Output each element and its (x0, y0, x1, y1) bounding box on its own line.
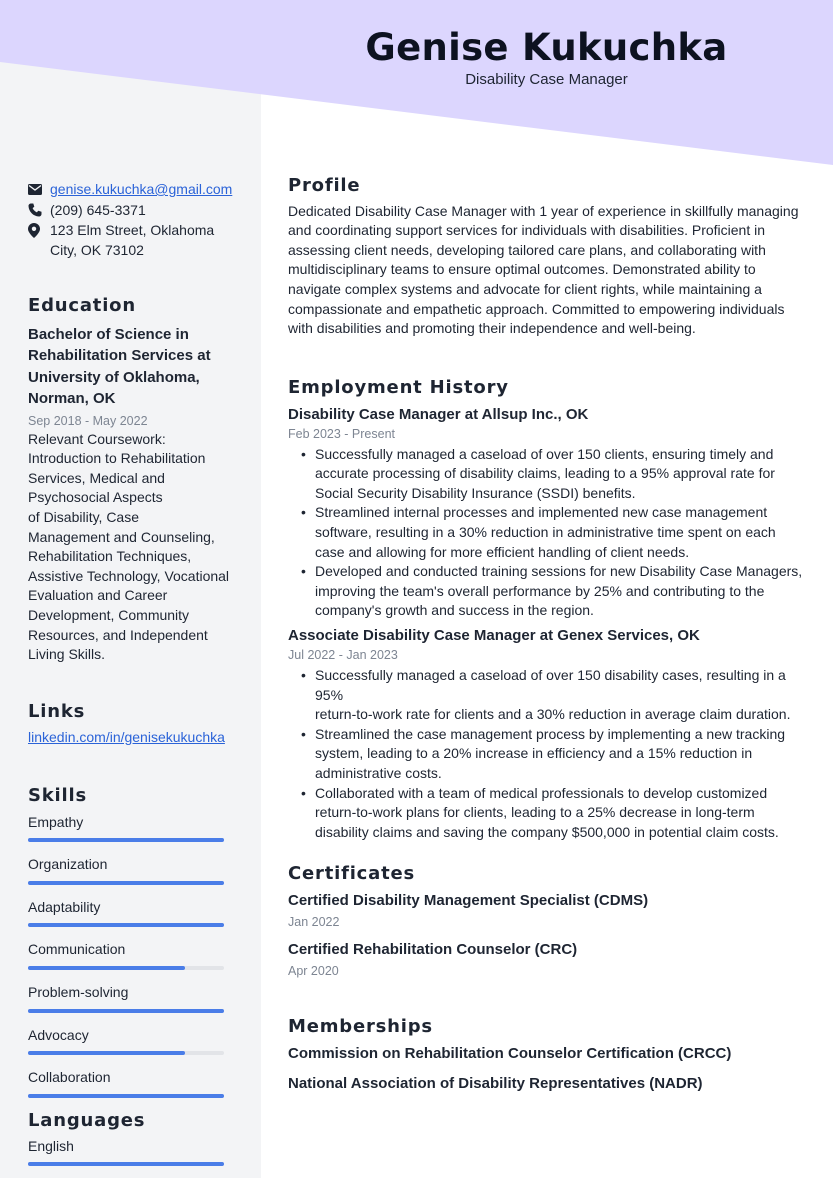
coursework-line: Assistive Technology, Vocational (28, 567, 230, 584)
certificate-date: Jan 2022 (288, 914, 340, 929)
bullet-line: company's growth and success in the region. (315, 602, 594, 619)
coursework-line: Development, Community (28, 606, 190, 623)
contact-address-row (28, 221, 243, 260)
address-line-2: City, OK 73102 (50, 241, 144, 258)
profile-line: navigate complex systems and advocate for client rights, while maintaining a (288, 280, 762, 297)
education-section (28, 296, 243, 665)
memberships-heading: Memberships (288, 1016, 433, 1037)
memberships-section (288, 1017, 808, 1094)
language-level-bar (28, 1162, 224, 1166)
bullet-line: • Streamlined internal processes and implemented new case management (315, 504, 768, 521)
coursework-line: Introduction to Rehabilitation (28, 450, 206, 467)
job-dates: Jul 2022 - Jan 2023 (288, 647, 398, 662)
coursework-line: Management and Counseling, (28, 528, 215, 545)
contact-phone-row (28, 201, 243, 221)
education-heading: Education (28, 295, 136, 316)
bullet-line: case and allowing for more efficient handling of client needs. (315, 543, 690, 560)
employment-heading: Employment History (288, 377, 509, 398)
job-bullet (300, 445, 808, 504)
coursework-line: of Disability, Case (28, 508, 140, 525)
skill-level-bar (28, 838, 224, 842)
employment-section (288, 378, 808, 842)
skill-name: Advocacy (28, 1026, 89, 1043)
degree-line: Rehabilitation Services at (28, 347, 211, 365)
address-line-1: 123 Elm Street, Oklahoma (50, 222, 215, 239)
skill-name: Empathy (28, 813, 84, 830)
job-bullet (300, 503, 808, 562)
bullet-line: • Successfully managed a caseload of over 150 disability cases, resulting in a 95% (315, 666, 786, 703)
contact-email-row (28, 180, 243, 200)
skill-level-fill (28, 923, 224, 927)
membership-item: National Association of Disability Representatives (NADR) (288, 1074, 703, 1092)
certificate-name: Certified Rehabilitation Counselor (CRC) (288, 940, 578, 958)
job-bullets (300, 445, 808, 621)
phone-icon (28, 201, 50, 220)
certificates-heading: Certificates (288, 863, 416, 884)
bullet-line: improving the team's overall performance by 25% and contributing to the (315, 582, 765, 599)
skill-name: Adaptability (28, 898, 101, 915)
bullet-line: return-to-work plans for clients, leading to a 25% decrease in long-term (315, 804, 755, 821)
bullet-line: disability claims and saving the company $500,000 in potential claim costs. (315, 823, 779, 840)
skill-level-bar (28, 881, 224, 885)
job-entry (288, 405, 808, 621)
certificate-name: Certified Disability Management Specialist (CDMS) (288, 891, 649, 909)
bullet-line: Social Security Disability Insurance (SSDI) benefits. (315, 484, 636, 501)
skill-name: Organization (28, 856, 108, 873)
profile-line: compassionate and empathetic approach. Committed to empowering individuals (288, 300, 785, 317)
bullet-line: • Streamlined the case management process by implementing a new tracking (315, 725, 786, 742)
skill-item (28, 855, 243, 885)
bullet-line: accurate processing of disability claims, leading to a 95% approval rate for (315, 465, 775, 482)
skill-level-fill (28, 881, 224, 885)
skills-section (28, 786, 243, 1111)
bullet-line: system, leading to a 20% increase in efficiency and a 15% reduction in (315, 745, 753, 762)
skill-level-bar (28, 923, 224, 927)
skill-item (28, 983, 243, 1013)
profile-heading: Profile (288, 175, 361, 196)
job-title: Associate Disability Case Manager at Genex Services, OK (288, 626, 700, 644)
job-entry (288, 626, 808, 842)
degree-title (28, 324, 243, 410)
coursework-line: Evaluation and Career (28, 587, 168, 604)
languages-list (28, 1137, 243, 1167)
skill-level-fill (28, 1094, 224, 1098)
membership-item: Commission on Rehabilitation Counselor Certification (CRCC) (288, 1044, 732, 1062)
coursework-line: Resources, and Independent (28, 626, 208, 643)
profile-text (288, 202, 808, 339)
envelope-icon (28, 180, 50, 199)
profile-line: and coordinating support services for individuals with disabilities. Proficient in (288, 222, 766, 239)
bullet-line: return-to-work rate for clients and a 30% reduction in average claim duration. (315, 706, 791, 723)
profile-section (288, 176, 808, 339)
bullet-line: administrative costs. (315, 764, 442, 781)
job-bullet (300, 562, 808, 621)
profile-line: Dedicated Disability Case Manager with 1 year of experience in skillfully managing (288, 202, 799, 219)
skill-level-fill (28, 1051, 185, 1055)
bullet-line: • Developed and conducted training sessions for new Disability Case Managers, (315, 563, 803, 580)
profile-line: assessing client needs, developing tailored care plans, and collaborating with (288, 241, 766, 258)
skill-name: Problem-solving (28, 983, 129, 1000)
coursework (28, 430, 243, 665)
job-bullet (300, 784, 808, 843)
candidate-name: Genise Kukuchka (365, 26, 728, 69)
linkedin-link[interactable]: linkedin.com/in/genisekukuchka (28, 728, 225, 745)
skills-heading: Skills (28, 785, 87, 806)
email-link[interactable]: genise.kukuchka@gmail.com (50, 181, 233, 197)
certificates-section (288, 864, 808, 980)
language-name: English (28, 1137, 74, 1154)
skill-item (28, 1026, 243, 1056)
skill-item (28, 940, 243, 970)
job-title: Disability Case Manager at Allsup Inc., OK (288, 405, 589, 423)
language-item (28, 1137, 243, 1167)
job-bullet (300, 725, 808, 784)
bullet-line: software, resulting in a 30% reduction in administrative time spent on each (315, 523, 776, 540)
skill-level-fill (28, 966, 185, 970)
coursework-line: Living Skills. (28, 646, 106, 663)
profile-line: with disabilities and promoting their independence and well-being. (288, 320, 696, 337)
degree-line: University of Oklahoma, (28, 368, 200, 386)
skill-item (28, 898, 243, 928)
contact-section (28, 180, 243, 261)
languages-section (28, 1111, 243, 1178)
links-section (28, 702, 243, 747)
certificate-date: Apr 2020 (288, 963, 339, 978)
languages-heading: Languages (28, 1110, 146, 1131)
map-pin-icon (28, 221, 50, 240)
skill-level-bar (28, 1094, 224, 1098)
skill-level-bar (28, 966, 224, 970)
language-level-fill (28, 1162, 224, 1166)
skill-name: Collaboration (28, 1069, 111, 1086)
coursework-line: Services, Medical and (28, 469, 165, 486)
skill-name: Communication (28, 941, 126, 958)
phone-number: (209) 645-3371 (50, 201, 146, 218)
skill-item (28, 1068, 243, 1098)
coursework-line: Psychosocial Aspects (28, 489, 163, 506)
job-bullets (300, 666, 808, 842)
skill-level-bar (28, 1051, 224, 1055)
education-dates: Sep 2018 - May 2022 (28, 413, 148, 428)
links-heading: Links (28, 701, 86, 722)
job-dates: Feb 2023 - Present (288, 426, 396, 441)
skill-item (28, 813, 243, 843)
job-bullet (300, 666, 808, 725)
skill-level-fill (28, 838, 224, 842)
skill-level-fill (28, 1009, 224, 1013)
skill-level-bar (28, 1009, 224, 1013)
candidate-title: Disability Case Manager (465, 71, 628, 88)
bullet-line: • Successfully managed a caseload of over 150 clients, ensuring timely and (315, 445, 774, 462)
address (50, 221, 214, 260)
bullet-line: • Collaborated with a team of medical professionals to develop customized (315, 784, 768, 801)
profile-line: multidisciplinary teams to ensure optimal outcomes. Demonstrated ability to (288, 261, 756, 278)
coursework-line: Relevant Coursework: (28, 430, 166, 447)
degree-line: Norman, OK (28, 390, 116, 408)
coursework-line: Rehabilitation Techniques, (28, 548, 192, 565)
skills-list (28, 813, 243, 1098)
degree-line: Bachelor of Science in (28, 325, 189, 343)
